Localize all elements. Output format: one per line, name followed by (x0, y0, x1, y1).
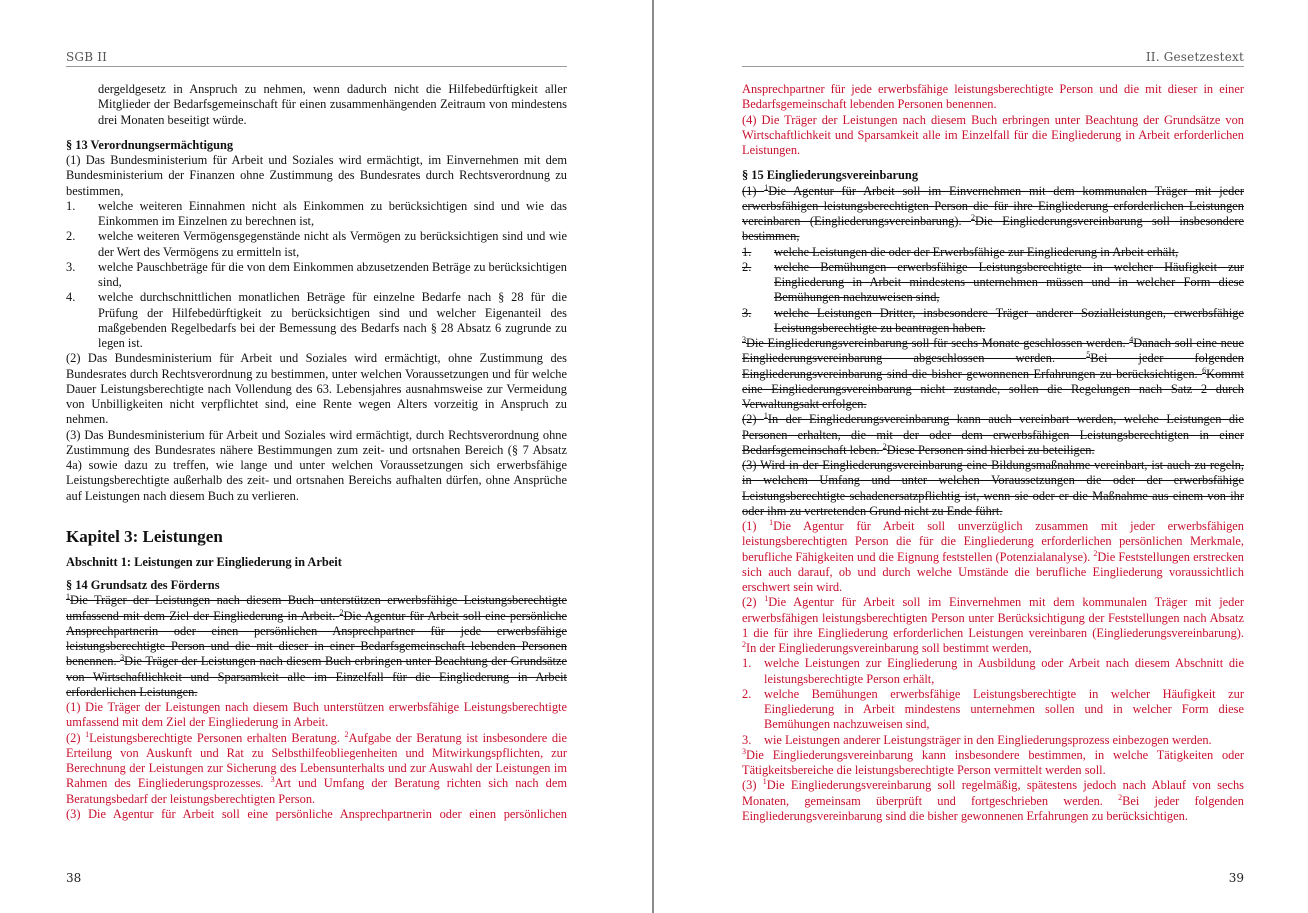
list-text: welche Pauschbeträge für die von dem Einkommen abzusetzenden Beträge zu berücksichtigen sind, (98, 259, 567, 289)
page-number-left: 38 (66, 871, 82, 885)
list-number: 2. (742, 259, 752, 274)
struck-text: Die Eingliederungsvereinbarung soll insbesondere bestimmen, (742, 214, 1245, 244)
list-item (742, 733, 1244, 748)
s15-struck-paragraph-1b (742, 336, 1244, 412)
amended-text: Art und Umfang der Beratung richten sich nach dem Beratungsbedarf der leistungsberechtigten Person. (66, 776, 567, 806)
list-text: welche Leistungen Dritter, insbesondere Träger anderer Sozialleistungen, erwerbsfähige Leistungsberechtigte zu beantragen haben. (774, 305, 1244, 335)
right-body (742, 82, 1244, 824)
section-heading: Abschnitt 1: Leistungen zur Eingliederung in Arbeit (66, 554, 342, 569)
chapter-heading: Kapitel 3: Leistungen (66, 526, 223, 546)
list-item (742, 687, 1244, 733)
page-number-right: 39 (1228, 871, 1244, 885)
struck-text: Diese Personen sind hierbei zu beteiligen. (886, 442, 1095, 457)
list-number: 3. (742, 732, 752, 747)
paragraph-lead: (2) (742, 412, 764, 427)
sentence-number: 2 (344, 729, 349, 739)
sentence-number: 2 (1093, 548, 1098, 558)
list-text: welche durchschnittlichen monatlichen Beträge für einzelne Bedarfe nach § 28 für die Prüfung der Hilfebedürftigkeit zu berücksichtigen sind und welcher Eigenanteil des maßgebenden Regelbedarfs bei der Bemessung des Bedarfs nach § 28 Absatz 6 zugrunde zu legen ist. (98, 290, 567, 350)
right-page (656, 0, 1308, 913)
paragraph-lead: (1) (742, 183, 765, 198)
paragraph-lead: (2) (742, 595, 765, 610)
s15-new-list-wrap (742, 656, 1244, 748)
sentence-number: 2 (1118, 792, 1123, 802)
amended-text: Die Agentur für Arbeit soll im Einvernehmen mit dem kommunalen Träger mit jeder erwerbsfähigen leistungsberechtigten Person unter Berücksichtigung der Feststellungen nach Absatz 1 die für ihre Eingliederung erforderlichen Leistungen vereinbaren (Eingliederungsvereinbarung). (742, 595, 1245, 640)
s15-struck-list (742, 245, 1244, 337)
amended-text: Die Eingliederungsvereinbarung soll regelmäßig, spätestens jedoch nach Ablauf von sechs Monaten, gemeinsam überprüft und fortgeschrieben werden. (742, 778, 1244, 808)
amended-text: In der Eingliederungsvereinbarung soll bestimmt werden, (746, 641, 1032, 655)
list-text: welche Bemühungen erwerbsfähige Leistungsberechtigte in welcher Häufigkeit zur Eingliederung in Arbeit mindestens unternehmen müssen und in welcher Form diese Bemühungen nachzuweisen sind, (774, 259, 1244, 305)
s15-new-paragraph-1 (742, 519, 1244, 595)
list-number: 3. (742, 305, 752, 320)
sentence-number: 3 (742, 746, 746, 756)
sentence-number: 1 (66, 592, 70, 602)
left-body (66, 82, 567, 822)
struck-text: Kommt eine Eingliederungsvereinbarung nicht zustande, sollen die Regelungen nach Satz 2 durch Verwaltungsakt erfolgen. (742, 366, 1244, 411)
list-item (742, 306, 1244, 337)
left-page (0, 0, 652, 913)
s14-new-paragraph-3: (3) Die Agentur für Arbeit soll eine persönliche Ansprechpartnerin oder einen persönlichen (66, 806, 567, 821)
struck-text: In der Eingliederungsvereinbarung kann auch vereinbart werden, welche Leistungen die Personen erhalten, die mit der oder dem erwerbsfähigen Leistungsberechtigten in einer Bedarfsgemeinschaft leben. (742, 412, 1244, 457)
sentence-number: 1 (762, 777, 767, 787)
struck-text: Die Agentur für Arbeit soll im Einvernehmen mit dem kommunalen Träger mit jeder erwerbsfähigen leistungsberechtigten Person die für ihre Eingliederung erforderlichen Leistungen vereinbaren (Eingliederungsvereinbarung). (742, 183, 1245, 228)
s15-new-paragraph-2 (742, 595, 1244, 656)
s15-struck-paragraph-3: (3) Wird in der Eingliederungsvereinbarung eine Bildungsmaßnahme vereinbart, ist auch zu regeln, in welchem Umfang und unter welchen Voraussetzungen die oder der erwerbsfähige Leistungsberechtigte schadenersatzpflichtig ist, wenn sie oder er die Maßnahme aus einem von ihr oder ihm zu vertretenden Grund nicht zu Ende führt. (742, 458, 1244, 518)
list-number: 4. (66, 290, 76, 305)
amended-text: Die Feststellungen erstrecken sich auch darauf, ob und durch welche Umstände die berufliche Eingliederung voraussichtlich erschwert sein wird. (742, 549, 1245, 594)
sentence-number: 2 (970, 212, 975, 222)
list-item (66, 260, 567, 291)
sentence-number: 3 (270, 775, 275, 785)
list-text: welche Leistungen die oder der Erwerbsfähige zur Eingliederung in Arbeit erhält, (774, 244, 1179, 259)
sentence-number: 3 (120, 653, 125, 663)
sentence-number: 1 (764, 594, 769, 604)
page-divider (652, 0, 654, 913)
list-text: welche Leistungen zur Eingliederung in Ausbildung oder Arbeit nach diesem Abschnitt die leistungsberechtigte Person erhält, (764, 656, 1244, 686)
list-item (742, 656, 1244, 687)
amended-text: Die Agentur für Arbeit soll unverzüglich zusammen mit jeder erwerbsfähigen leistungsberechtigten Person die für die Eingliederung erforderlichen persönlichen Merkmale, berufliche Fähigkeiten und die Eignung feststellen (Potenzialanalyse). (742, 519, 1244, 564)
struck-text: Die Eingliederungsvereinbarung soll für sechs Monate geschlossen werden. (746, 336, 1130, 350)
section-14-heading: § 14 Grundsatz des Förderns (66, 578, 220, 592)
sentence-number: 4 (1129, 334, 1134, 344)
list-item (742, 260, 1244, 306)
header-rule-right (742, 66, 1244, 67)
paragraph-lead: (2) (66, 730, 86, 745)
list-text: wie Leistungen anderer Leistungsträger in den Eingliederungsprozess einbezogen werden. (764, 732, 1212, 747)
list-text: welche Bemühungen erwerbsfähige Leistungsberechtigte in welcher Häufigkeit zur Eingliederung in Arbeit mindestens unternehmen sollen und in welcher Form diese Bemühungen nachzuweisen sind, (764, 686, 1244, 732)
s14-struck-paragraph (66, 593, 567, 700)
list-number: 1. (742, 244, 752, 259)
s13-list (66, 199, 567, 352)
list-number: 3. (66, 259, 76, 274)
amended-text: Leistungsberechtigte Personen erhalten Beratung. (89, 730, 345, 745)
list-text: welche weiteren Vermögensgegenstände nicht als Vermögen zu berücksichtigen sind und wie der Wert des Vermögens zu ermitteln ist, (98, 229, 567, 259)
s13-paragraph-3: (3) Das Bundesministerium für Arbeit und Soziales wird ermächtigt, durch Rechtsverordnung ohne Zustimmung des Bundesrates nähere Bestimmungen zum zeit- und ortsnahen Bereich (§ 7 Absatz 4a) sowie dazu zu treffen, wie lange und unter welchen Voraussetzungen sich erwerbsfähige Leistungsberechtigte außerhalb des zeit- und ortsnahen Bereichs aufhalten dürfen, ohne Ansprüche auf Leistungen nach diesem Buch zu verlieren. (66, 427, 567, 503)
amended-text: Die Eingliederungsvereinbarung kann insbesondere bestimmen, in welche Tätigkeiten oder Tätigkeitsbereiche die leistungsberechtigte Person vermittelt werden soll. (742, 747, 1244, 777)
s14-new-paragraph-1: (1) Die Träger der Leistungen nach diesem Buch unterstützen erwerbsfähige Leistungsberechtigte umfassend mit dem Ziel der Eingliederung in Arbeit. (66, 700, 567, 730)
section-13-heading: § 13 Verordnungsermächtigung (66, 137, 234, 152)
sentence-number: 5 (1086, 350, 1091, 360)
s14-new-paragraph-2 (66, 731, 567, 807)
list-number: 2. (66, 229, 76, 244)
paragraph-lead: (1) (742, 519, 770, 533)
running-head-right: II. Gesetzestext (1145, 50, 1244, 64)
sentence-number: 2 (339, 607, 344, 617)
list-item (66, 199, 567, 230)
running-head-left: SGB II (66, 50, 108, 64)
sentence-number: 6 (1202, 365, 1207, 375)
s15-new-list (742, 656, 1244, 748)
list-item (66, 229, 567, 260)
s13-paragraph-2: (2) Das Bundesministerium für Arbeit und Soziales wird ermächtigt, ohne Zustimmung des Bundesrates durch Rechtsverordnung zu bestimmen, unter welchen Voraussetzungen und für welche Dauer Leistungsberechtigte nach Vollendung des 63. Lebensjahres ausnahmsweise zur Vermeidung von Unbilligkeiten nicht verpflichtet sind, eine Rente wegen Alters vorzeitig in Anspruch zu nehmen. (66, 351, 567, 427)
sentence-number: 2 (742, 639, 746, 649)
s15-struck-paragraph-2 (742, 412, 1244, 458)
struck-text: Danach soll eine neue Eingliederungsvereinbarung abgeschlossen werden. (742, 336, 1245, 366)
sentence-number: 1 (764, 182, 769, 192)
header-rule-left (66, 66, 567, 67)
s14-continued-paragraph-3: Ansprechpartner für jede erwerbsfähige leistungsberechtigte Person und die mit dieser in einer Bedarfsgemeinschaft lebenden Personen benennen. (742, 82, 1244, 112)
amended-text: Bei jeder folgenden Eingliederungsvereinbarung sind die bisher gewonnenen Erfahrungen zu berücksichtigen. (742, 793, 1244, 823)
amended-text: Aufgabe der Beratung ist insbesondere die Erteilung von Auskunft und Rat zu Selbsthilfeobliegenheiten und Mitwirkungspflichten, zur Berechnung der Leistungen zur Sicherung des Lebensunterhalts und zur Auswahl der Leistungen im Rahmen des Eingliederungsprozesses. (66, 730, 568, 791)
s13-paragraph-1: (1) Das Bundesministerium für Arbeit und Soziales wird ermächtigt, im Einvernehmen mit dem Bundesministerium der Finanzen ohne Zustimmung des Bundesrates durch Rechtsverordnung zu bestimmen, (66, 153, 567, 198)
sentence-number: 1 (763, 411, 768, 421)
paragraph-lead: (3) (742, 778, 763, 793)
list-number: 1. (742, 656, 752, 671)
sentence-number: 1 (769, 517, 774, 527)
struck-text: Bei jeder folgenden Eingliederungsvereinbarung sind die bisher gewonnenen Erfahrungen zu berücksichtigen. (742, 351, 1244, 381)
struck-text: Die Agentur für Arbeit soll eine persönliche Ansprechpartnerin oder einen persönlichen Ansprechpartner für jede erwerbsfähige leistungsberechtigte Person und die mit dieser in einer Bedarfsgemeinschaft lebenden Personen benennen. (66, 608, 567, 669)
list-number: 1. (66, 198, 76, 213)
list-text: welche weiteren Einnahmen nicht als Einkommen zu berücksichtigen sind und wie das Einkommen im Einzelnen zu berechnen ist, (98, 198, 567, 228)
sentence-number: 3 (742, 334, 746, 344)
s15-new-paragraph-3 (742, 778, 1244, 824)
s15-struck-paragraph-1 (742, 184, 1244, 245)
sentence-number: 1 (85, 729, 90, 739)
section-15-heading: § 15 Eingliederungsvereinbarung (742, 168, 919, 183)
sentence-number: 2 (882, 441, 887, 451)
struck-text: Die Träger der Leistungen nach diesem Buch erbringen unter Beachtung der Grundsätze von Wirtschaftlichkeit und Sparsamkeit alle im Einzelfall für die Eingliederung in Arbeit erforderlichen Leistungen. (66, 654, 567, 699)
struck-text: Die Träger der Leistungen nach diesem Buch unterstützen erwerbsfähige Leistungsberechtigte umfassend mit dem Ziel der Eingliederung in Arbeit. (66, 593, 567, 623)
continued-paragraph: dergeldgesetz in Anspruch zu nehmen, wenn dadurch nicht die Hilfebedürftigkeit aller Mitglieder der Bedarfsgemeinschaft für einen zusammenhängenden Zeitraum von mindestens drei Monaten beseitigt würde. (98, 82, 567, 127)
list-item (742, 245, 1244, 260)
list-item (66, 290, 567, 351)
s14-new-paragraph-4: (4) Die Träger der Leistungen nach diesem Buch erbringen unter Beachtung der Grundsätze von Wirtschaftlichkeit und Sparsamkeit alle im Einzelfall für die Eingliederung in Arbeit erforderlichen Leistungen. (742, 112, 1244, 157)
list-number: 2. (742, 686, 752, 701)
s15-new-paragraph-2b (742, 748, 1244, 779)
